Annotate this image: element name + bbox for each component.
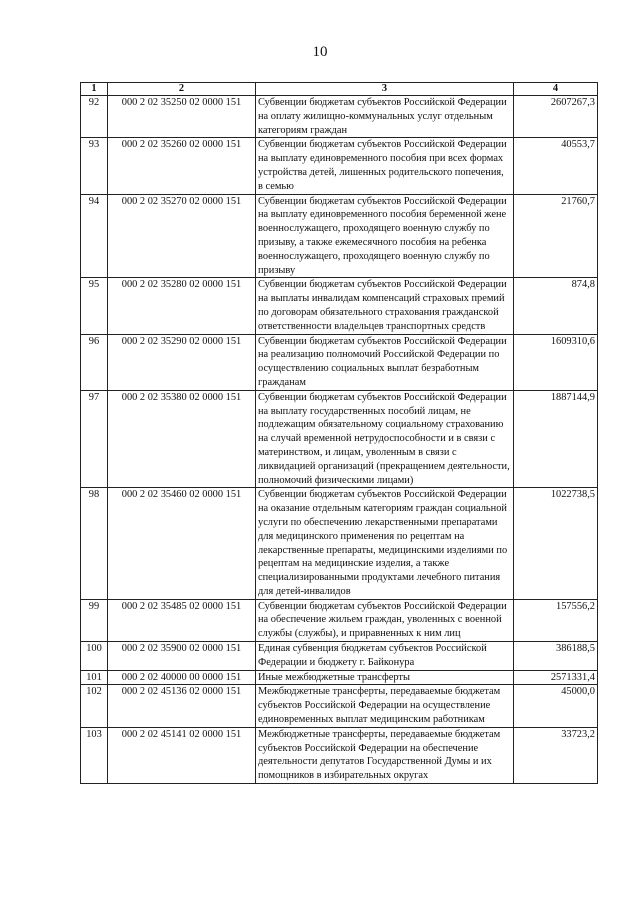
table-row <box>81 488 598 599</box>
budget-code: 000 2 02 45141 02 0000 151 <box>108 727 256 783</box>
budget-code: 000 2 02 35280 02 0000 151 <box>108 278 256 334</box>
table-row <box>81 599 598 641</box>
column-header: 3 <box>256 83 514 96</box>
page-number: 10 <box>312 44 328 60</box>
budget-code: 000 2 02 35260 02 0000 151 <box>108 138 256 194</box>
row-description: Межбюджетные трансферты, передаваемые бюджетам субъектов Российской Федерации на осуществление единовременных выплат медицинским работникам <box>256 685 514 727</box>
column-header: 2 <box>108 83 256 96</box>
budget-code: 000 2 02 35900 02 0000 151 <box>108 642 256 671</box>
table-row <box>81 334 598 390</box>
budget-table <box>80 82 598 784</box>
row-description: Субвенции бюджетам субъектов Российской Федерации на оказание отдельным категориям граждан социальной услуги по обеспечению лекарственными препаратами для медицинского применения по рецептам на лекарственные препараты, медицинскими изделиями по рецептам на медицинские изделия, а также специализированными продуктами лечебного питания для детей-инвалидов <box>256 488 514 599</box>
row-amount: 157556,2 <box>514 599 598 641</box>
table-row <box>81 194 598 278</box>
table-row <box>81 727 598 783</box>
row-number: 93 <box>81 138 108 194</box>
row-description: Субвенции бюджетам субъектов Российской Федерации на выплаты инвалидам компенсаций страховых премий по договорам обязательного страхования гражданской ответственности владельцев транспортных средств <box>256 278 514 334</box>
row-number: 94 <box>81 194 108 278</box>
row-number: 101 <box>81 670 108 685</box>
row-amount: 1887144,9 <box>514 390 598 488</box>
row-number: 99 <box>81 599 108 641</box>
column-header: 4 <box>514 83 598 96</box>
row-number: 102 <box>81 685 108 727</box>
budget-code: 000 2 02 35380 02 0000 151 <box>108 390 256 488</box>
table-row <box>81 670 598 685</box>
table-header-row <box>81 83 598 96</box>
row-amount: 21760,7 <box>514 194 598 278</box>
row-description: Субвенции бюджетам субъектов Российской Федерации на оплату жилищно-коммунальных услуг отдельным категориям граждан <box>256 96 514 138</box>
row-number: 100 <box>81 642 108 671</box>
budget-code: 000 2 02 45136 02 0000 151 <box>108 685 256 727</box>
row-description: Межбюджетные трансферты, передаваемые бюджетам субъектов Российской Федерации на обеспечение деятельности депутатов Государственной Думы и их помощников в избирательных округах <box>256 727 514 783</box>
budget-code: 000 2 02 35250 02 0000 151 <box>108 96 256 138</box>
table-row <box>81 138 598 194</box>
row-description: Иные межбюджетные трансферты <box>256 670 514 685</box>
row-description: Субвенции бюджетам субъектов Российской Федерации на выплату государственных пособий лицам, не подлежащим обязательному социальному страхованию на случай временной нетрудоспособности и в связи с материнством, и лицам, уволенным в связи с ликвидацией организаций (прекращением деятельности, полномочий физическими лицами) <box>256 390 514 488</box>
row-description: Единая субвенция бюджетам субъектов Российской Федерации и бюджету г. Байконура <box>256 642 514 671</box>
table-row <box>81 642 598 671</box>
row-description: Субвенции бюджетам субъектов Российской Федерации на выплату единовременного пособия при всех формах устройства детей, лишенных родительского попечения, в семью <box>256 138 514 194</box>
table-row <box>81 96 598 138</box>
row-amount: 2571331,4 <box>514 670 598 685</box>
row-amount: 33723,2 <box>514 727 598 783</box>
budget-code: 000 2 02 35485 02 0000 151 <box>108 599 256 641</box>
row-description: Субвенции бюджетам субъектов Российской Федерации на обеспечение жильем граждан, уволенных с военной службы (службы), и приравненных к ним лиц <box>256 599 514 641</box>
row-amount: 2607267,3 <box>514 96 598 138</box>
table-row <box>81 685 598 727</box>
column-header: 1 <box>81 83 108 96</box>
row-number: 97 <box>81 390 108 488</box>
row-description: Субвенции бюджетам субъектов Российской Федерации на реализацию полномочий Российской Федерации по осуществлению социальных выплат безработным гражданам <box>256 334 514 390</box>
row-description: Субвенции бюджетам субъектов Российской Федерации на выплату единовременного пособия беременной жене военнослужащего, проходящего военную службу по призыву, а также ежемесячного пособия на ребенка военнослужащего, проходящего военную службу по призыву <box>256 194 514 278</box>
table-row <box>81 278 598 334</box>
table-row <box>81 390 598 488</box>
row-number: 98 <box>81 488 108 599</box>
row-amount: 40553,7 <box>514 138 598 194</box>
row-number: 95 <box>81 278 108 334</box>
row-amount: 45000,0 <box>514 685 598 727</box>
row-number: 103 <box>81 727 108 783</box>
budget-code: 000 2 02 35290 02 0000 151 <box>108 334 256 390</box>
row-amount: 874,8 <box>514 278 598 334</box>
row-amount: 1022738,5 <box>514 488 598 599</box>
budget-code: 000 2 02 40000 00 0000 151 <box>108 670 256 685</box>
budget-code: 000 2 02 35460 02 0000 151 <box>108 488 256 599</box>
row-amount: 1609310,6 <box>514 334 598 390</box>
budget-code: 000 2 02 35270 02 0000 151 <box>108 194 256 278</box>
row-amount: 386188,5 <box>514 642 598 671</box>
row-number: 96 <box>81 334 108 390</box>
row-number: 92 <box>81 96 108 138</box>
